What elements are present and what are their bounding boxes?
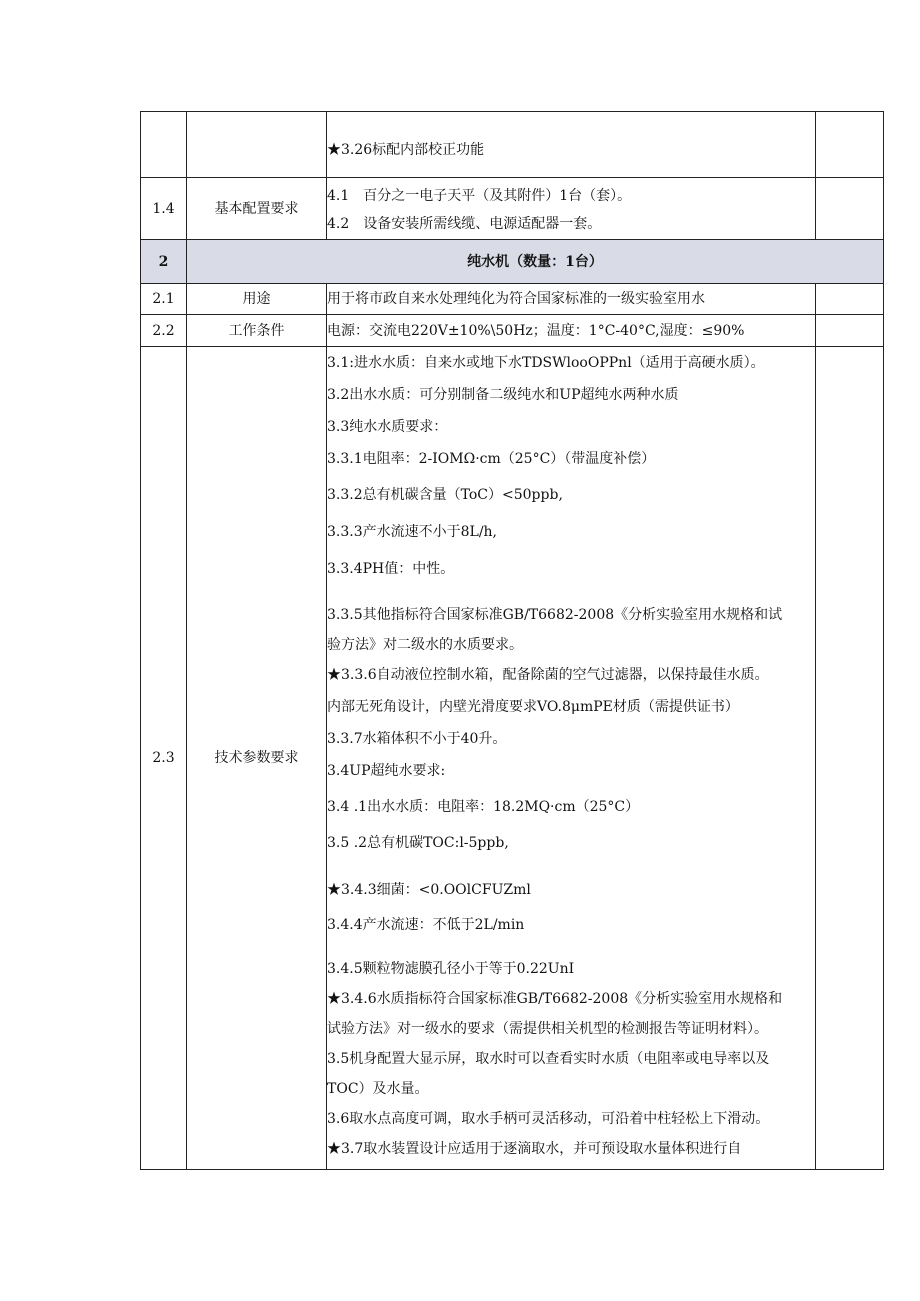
table-row — [141, 315, 884, 347]
content-line: 3.5 .2总有机碳TOC:l-5ppb, — [327, 835, 509, 851]
content-line: 3.4UP超纯水要求: — [327, 763, 446, 779]
section-num: 2 — [141, 240, 187, 284]
content-line: 3.3.3产水流速不小于8L∕h, — [327, 524, 498, 540]
content-line: 3.5机身配置大显示屏，取水时可以查看实时水质（电阻率或电导率以及 — [327, 1051, 770, 1067]
remark-cell — [816, 112, 884, 178]
content-line: ★3.4.6水质指标符合国家标准GB/T6682-2008《分析实验室用水规格和 — [327, 991, 783, 1007]
num-cell: 2.1 — [141, 284, 187, 315]
table-row — [141, 347, 884, 1170]
remark-cell — [816, 347, 884, 1170]
content-line: 3.3.1电阻率：2-IOMΩ·cm（25°C）（带温度补偿） — [327, 451, 656, 467]
content-line: 3.4.5颗粒物滤膜孔径小于等于0.22UnI — [327, 961, 575, 977]
remark-cell — [816, 284, 884, 315]
content-line: 3.3纯水水质要求： — [327, 419, 448, 435]
spec-table — [140, 111, 884, 1170]
content-line: TOC）及水量。 — [327, 1081, 429, 1097]
table-row — [141, 178, 884, 240]
remark-cell — [816, 178, 884, 240]
content-line: 3.3.5其他指标符合国家标准GB/T6682-2008《分析实验室用水规格和试 — [327, 607, 783, 623]
num-cell: 2.3 — [141, 347, 187, 1170]
section-header-row — [141, 240, 884, 284]
name-cell: 基本配置要求 — [187, 178, 327, 240]
content-line: 内部无死角设计，内壁光滑度要求VO.8μmPE材质（需提供证书） — [327, 699, 739, 715]
content-line: ★3.7取水装置设计应适用于逐滴取水，并可预设取水量体积进行自 — [327, 1141, 742, 1157]
table-row — [141, 112, 884, 178]
content-line: 验方法》对二级水的水质要求。 — [327, 637, 523, 653]
section-title: 纯水机（数量：1台） — [187, 240, 884, 284]
content-line: 3.1:进水水质：自来水或地下水TDSWlooOPPnl（适用于高硬水质）。 — [327, 355, 765, 371]
content-line: 3.6取水点高度可调，取水手柄可灵活移动，可沿着中柱轻松上下滑动。 — [327, 1111, 770, 1127]
content-line: ★3.26标配内部校正功能 — [327, 141, 485, 158]
content-line: 3.4 .1出水水质：电阻率：18.2MQ·cm（25°C） — [327, 799, 640, 815]
name-cell: 用途 — [187, 284, 327, 315]
content-line: 3.3.2总有机碳含量（ToC）<50ppb, — [327, 487, 563, 503]
content-line: 3.3.7水箱体积不小于40升。 — [327, 731, 507, 747]
content-cell: 电源：交流电220V±10%\50Hz；温度：1°C-40°C,湿度：≤90% — [327, 315, 816, 347]
num-cell: 1.4 — [141, 178, 187, 240]
remark-cell — [816, 315, 884, 347]
content-line: 4.2 设备安装所需线缆、电源适配器一套。 — [327, 215, 602, 232]
num-cell — [141, 112, 187, 178]
name-cell — [187, 112, 327, 178]
table-row — [141, 284, 884, 315]
content-line: ★3.3.6自动液位控制水箱，配备除菌的空气过滤器，以保持最佳水质。 — [327, 667, 769, 683]
content-line: 3.4.4产水流速：不低于2L/min — [327, 917, 525, 933]
num-cell: 2.2 — [141, 315, 187, 347]
content-cell — [327, 112, 816, 178]
content-line: ★3.4.3细菌：<0.OOlCFUZml — [327, 882, 531, 898]
content-line: 3.2出水水质：可分别制备二级纯水和UP超纯水两种水质 — [327, 387, 679, 403]
content-line: 试验方法》对一级水的要求（需提供相关机型的检测报告等证明材料）。 — [327, 1021, 768, 1037]
content-cell — [327, 347, 816, 1170]
name-cell: 工作条件 — [187, 315, 327, 347]
content-cell — [327, 178, 816, 240]
content-line: 4.1 百分之一电子天平（及其附件）1台（套）。 — [327, 187, 632, 204]
name-cell: 技术参数要求 — [187, 347, 327, 1170]
content-cell: 用于将市政自来水处理纯化为符合国家标准的一级实验室用水 — [327, 284, 816, 315]
content-line: 3.3.4PH值：中性。 — [327, 561, 455, 577]
